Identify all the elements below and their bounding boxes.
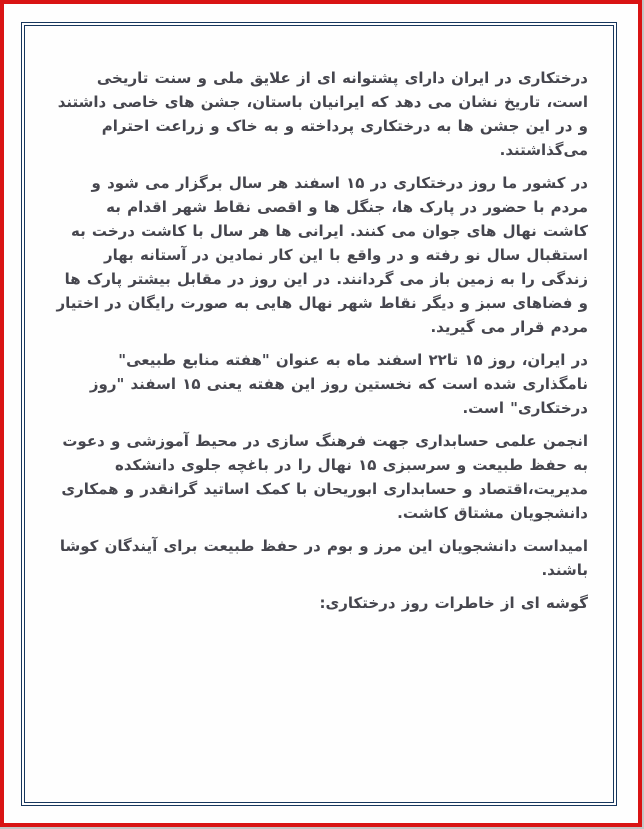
paragraph-tree-planting-day: در کشور ما روز درختکاری در ۱۵ اسفند هر سال برگزار می شود و مردم با حضور در پارک ها، جنگل ها و اقصی نقاط شهر اقدام به کاشت نهال های جوان می کنند. ایرانی ها هر سال با کاشت درخت به استقبال سال نو رفته و در واقع با این کار نمادین در آستانه بهار زندگی را به زمین باز می گردانند. در این روز در مقابل بیشتر پارک ها و فضاهای سبز و دیگر نقاط شهر نهال هایی به صورت رایگان در اختیار مردم قرار می گیرید. — [56, 174, 588, 336]
paragraph-memories-caption: گوشه ای از خاطرات روز درختکاری: — [319, 594, 588, 612]
document-content — [56, 66, 588, 624]
paragraph-tree-planting-history: درختکاری در ایران دارای پشتوانه ای از علایق ملی و سنت تاریخی است، تاریخ نشان می دهد که ایرانیان باستان، جشن های خاصی داشتند و در این جشن ها به درختکاری پرداخته و به خاک و زراعت احترام می‌گذاشتند. — [57, 69, 588, 159]
paragraph-hope-statement: امیداست دانشجویان این مرز و بوم در حفظ طبیعت برای آیندگان کوشا باشند. — [59, 537, 588, 579]
paragraph-accounting-association: انجمن علمی حسابداری جهت فرهنگ سازی در محیط آموزشی و دعوت به حفظ طبیعت و سرسبزی ۱۵ نهال را در باغچه جلوی دانشکده مدیریت،اقتصاد و حسابداری ابوریحان با کمک اساتید گرانقدر و همکاری دانشجویان مشتاق کاشت. — [61, 432, 588, 522]
paragraph-natural-resources-week: در ایران، روز ۱۵ تا۲۲ اسفند ماه به عنوان "هفته منابع طبیعی" نامگذاری شده است که نخستین روز این هفته یعنی ۱۵ اسفند "روز درختکاری" است. — [89, 351, 588, 417]
